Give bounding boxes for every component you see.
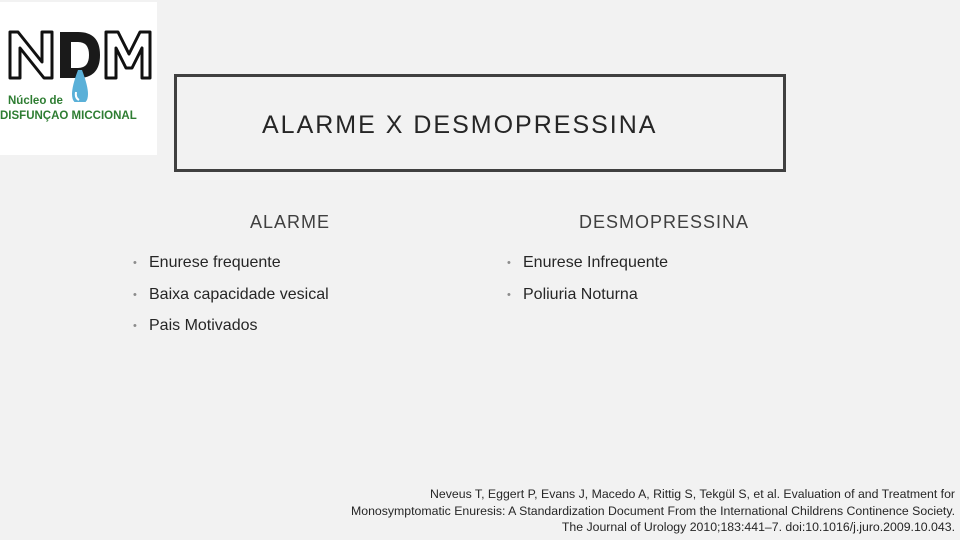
citation-line-2: Monosymptomatic Enuresis: A Standardization Document From the International Childrens Continence Society. (351, 503, 955, 518)
citation-line-3: The Journal of Urology 2010;183:441–7. doi:10.1016/j.juro.2009.10.043. (561, 520, 955, 534)
ndm-logo-mark (0, 2, 157, 102)
alarme-heading: ALARME (250, 212, 331, 232)
bullet-icon: • (507, 257, 511, 269)
desmopressina-heading: DESMOPRESSINA (579, 212, 750, 232)
bullet-icon: • (507, 288, 511, 301)
bullet-icon: • (133, 320, 137, 332)
title-box (174, 74, 786, 172)
logo-line-2: DISFUNÇÃO MICCIONAL (0, 110, 137, 122)
list-item: • Baixa capacidade vesical (133, 285, 329, 303)
citation-line-1: Neveus T, Eggert P, Evans J, Macedo A, Rittig S, Tekgül S, et al. Evaluation of and Treatment for (430, 487, 955, 501)
bullet-icon: • (133, 257, 137, 269)
list-item: • Pais Motivados (133, 317, 258, 334)
bullet-icon: • (133, 288, 137, 301)
list-item: • Enurese Infrequente (507, 254, 668, 271)
alarme-list (133, 254, 329, 349)
citation (351, 486, 955, 536)
list-item: • Poliuria Noturna (507, 285, 638, 303)
logo-line-1: Núcleo de (8, 95, 63, 107)
list-item: • Enurese frequente (133, 254, 281, 271)
ndm-logo (0, 2, 157, 155)
desmopressina-list (507, 254, 668, 317)
slide-title: ALARME X DESMOPRESSINA (262, 111, 658, 139)
